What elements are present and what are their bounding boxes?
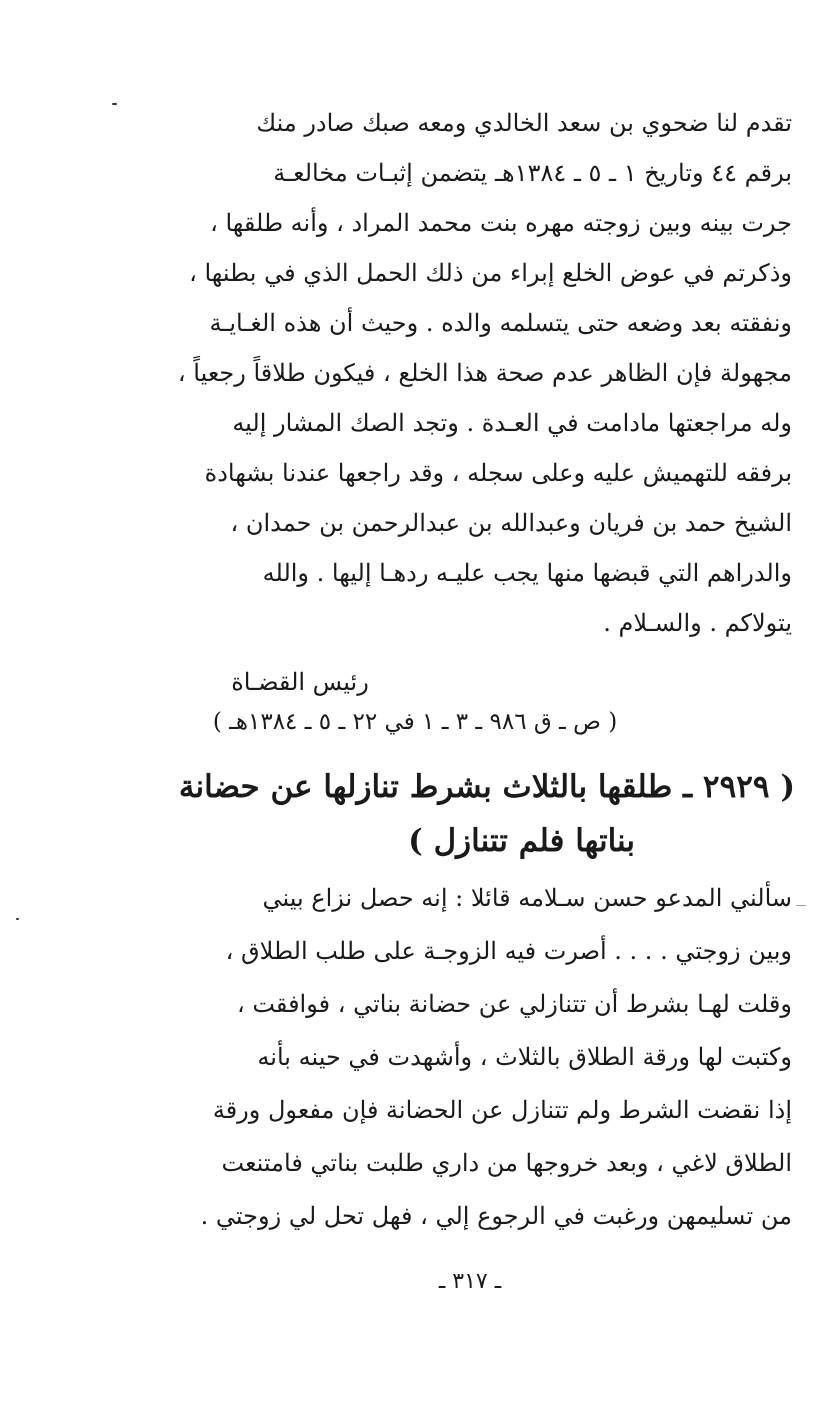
text-line: والدراهم التي قبضها منها يجب عليـه ردهـا إليها . والله xyxy=(262,559,792,587)
text-line: تقدم لنا ضحوي بن سعد الخالدي ومعه صبك صادر منك xyxy=(256,109,792,137)
scan-speck xyxy=(796,905,806,906)
text-line: جرت بينه وبين زوجته مهره بنت محمد المراد ، وأنه طلقها ، xyxy=(210,209,792,237)
text-line: مجهولة فإن الظاهر عدم صحة هذا الخلع ، فيكون طلاقاً رجعياً ، xyxy=(177,359,792,387)
text-line: برفقه للتهميش عليه وعلى سجله ، وقد راجعها عندنا بشهادة xyxy=(204,459,792,487)
document-reference: ( ص ـ ق ٩٨٦ ـ ٣ ـ ١ في ٢٢ ـ ٥ ـ ١٣٨٤هـ ) xyxy=(212,709,618,735)
text-line: الطلاق لاغي ، وبعد خروجها من داري طلبت بناتي فامتنعت xyxy=(221,1149,792,1177)
body-paragraph-1 xyxy=(160,98,792,648)
text-line: ونفقته بعد وضعه حتى يتسلمه والده . وحيث أن هذه الغـايـة xyxy=(209,309,792,337)
signature-title: رئيس القضـاة xyxy=(231,668,369,696)
text-line: وذكرتم في عوض الخلع إبراء من ذلك الحمل الذي في بطنها ، xyxy=(189,259,792,287)
scan-speck xyxy=(16,918,19,920)
text-line: سألني المدعو حسن سـلامه قائلا : إنه حصل نزاع بيني xyxy=(262,884,792,912)
heading-line-2: بناتها فلم تتنازل ) xyxy=(408,823,635,859)
text-line: إذا نقضت الشرط ولم تتنازل عن الحضانة فإن مفعول ورقة xyxy=(212,1096,792,1124)
text-line: وبين زوجتي . . . . أصرت فيه الزوجـة على طلب الطلاق ، xyxy=(225,937,792,965)
text-line: برقم ٤٤ وتاريخ ١ ـ ٥ ـ ١٣٨٤هـ يتضمن إثبـات مخالعـة xyxy=(273,159,792,187)
section-heading xyxy=(155,760,795,868)
body-paragraph-2 xyxy=(175,872,792,1243)
text-line: وقلت لهـا بشرط أن تتنازلي عن حضانة بناتي ، فوافقت ، xyxy=(236,990,792,1018)
text-line: يتولاكم . والسـلام . xyxy=(603,609,792,637)
text-line: وله مراجعتها مادامت في العـدة . وتجد الصك المشار إليه xyxy=(232,409,792,437)
page-number: ـ ٣١٧ ـ xyxy=(438,1269,502,1294)
scan-speck xyxy=(112,103,117,105)
text-line: الشيخ حمد بن فريان وعبدالله بن عبدالرحمن بن حمدان ، xyxy=(230,509,792,537)
text-line: من تسليمهن ورغبت في الرجوع إلي ، فهل تحل لي زوجتي . xyxy=(200,1202,792,1230)
heading-line-1: ( ٢٩٢٩ ـ طلقها بالثلاث بشرط تنازلها عن حضانة xyxy=(178,769,795,805)
text-line: وكتبت لها ورقة الطلاق بالثلاث ، وأشهدت في حينه بأنه xyxy=(257,1043,792,1071)
